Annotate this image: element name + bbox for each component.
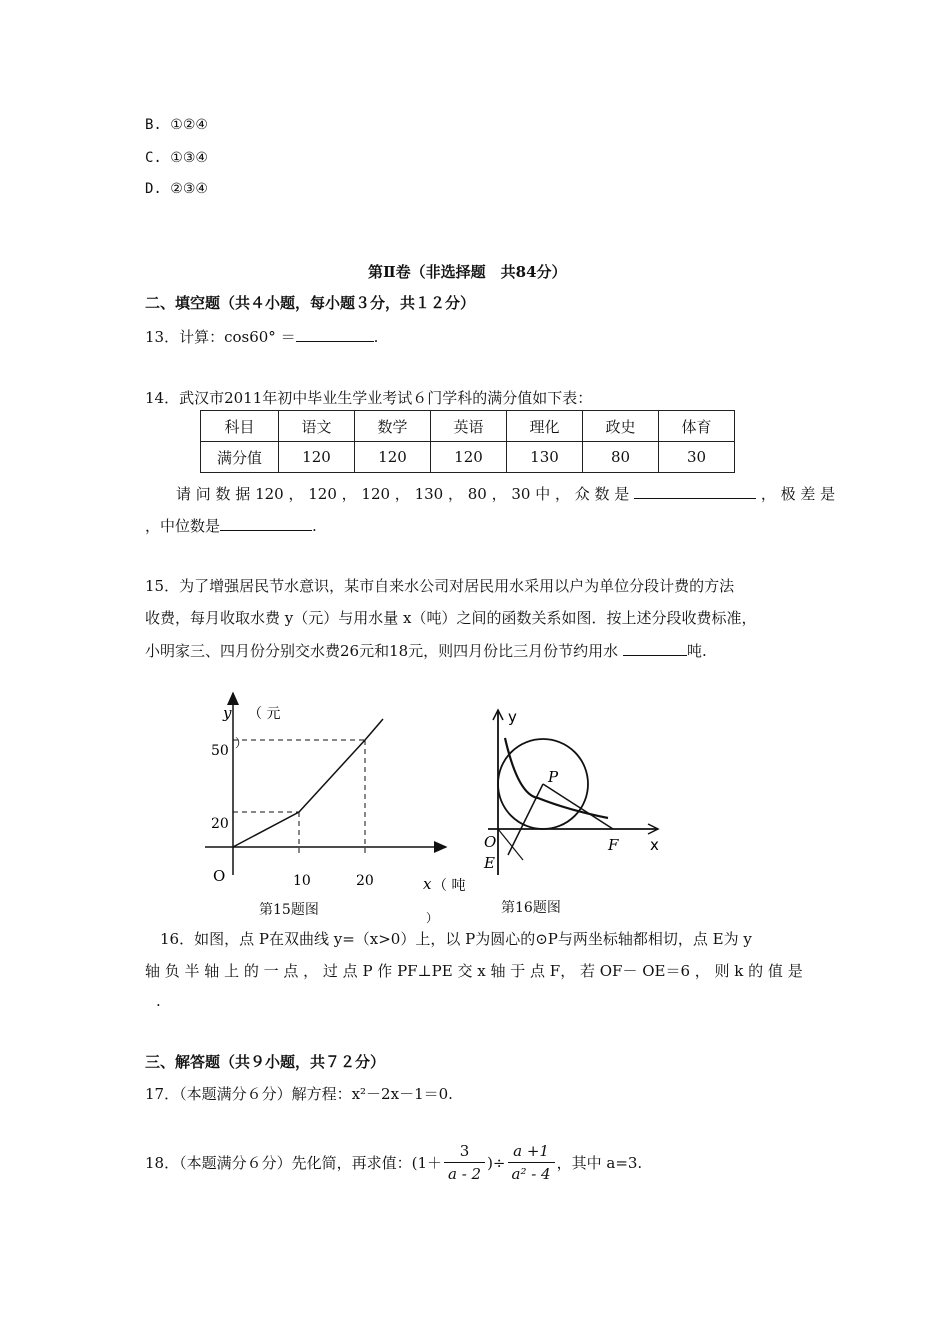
question-16-line1: 16．如图，点 P在双曲线 y=（x>0）上，以 P为圆心的⊙P与两坐标轴都相切，点 E为 y bbox=[160, 930, 752, 948]
origin-label: O bbox=[213, 867, 226, 885]
section2-title: 第Ⅱ卷（非选择题 共84分） bbox=[368, 263, 567, 281]
y-label: y bbox=[508, 708, 517, 726]
question-14-line2: ，中位数是 . bbox=[145, 517, 317, 535]
question-14-line1: 请 问 数 据 120 ， 120 ， 120 ， 130 ， 80 ， 30 中 ， 众 数 是 ， 极 差 是 bbox=[176, 485, 836, 503]
question-18: 18．（本题满分６分）先化简，再求值：(1＋ $\frac{3}{a - 2}$ )÷ $\frac{a +1}{\text{a² - 4}}$ ，其中 a=3. bbox=[145, 1142, 643, 1183]
y-label: y bbox=[223, 704, 232, 722]
y-tick-20: 20 bbox=[211, 816, 229, 832]
point-p-label: P bbox=[548, 768, 559, 786]
question-13: 13．计算：cos60° ＝ . bbox=[145, 328, 379, 346]
y-unit: （ 元 bbox=[248, 706, 281, 722]
question-14-intro: 14．武汉市2011年初中毕业生学业考试６门学科的满分值如下表： bbox=[145, 389, 593, 407]
answer-blank[interactable] bbox=[623, 641, 687, 656]
question-15-line1: 15．为了增强居民节水意识，某市自来水公司对居民用水采用以户为单位分段计费的方法 bbox=[145, 577, 735, 595]
option-b: B. ①②④ bbox=[145, 117, 208, 133]
figure-15 bbox=[190, 685, 480, 930]
line-pe bbox=[508, 784, 543, 855]
line-pf bbox=[543, 784, 613, 829]
x-tick-10: 10 bbox=[293, 873, 311, 889]
question-15-line3: 小明家三、四月份分别交水费26元和18元，则四月份比三月份节约用水 吨. bbox=[145, 642, 707, 660]
x-label: x bbox=[650, 836, 659, 854]
section2-heading: 二、填空题（共４小题，每小题３分，共１２分） bbox=[145, 294, 476, 312]
score-table bbox=[200, 410, 735, 473]
figure-15-caption: 第15题图 bbox=[259, 902, 319, 918]
x-label: x bbox=[423, 875, 432, 893]
fee-line bbox=[233, 719, 383, 847]
y-unit-close: ） bbox=[235, 736, 248, 750]
point-e-label: E bbox=[484, 854, 495, 872]
question-17: 17．（本题满分６分）解方程：x²－2x－1＝0. bbox=[145, 1085, 453, 1103]
answer-blank[interactable] bbox=[634, 484, 756, 499]
answer-blank[interactable] bbox=[296, 327, 374, 342]
x-unit: （ 吨 bbox=[433, 878, 466, 894]
x-unit-close: ） bbox=[426, 911, 439, 925]
option-c: C. ①③④ bbox=[145, 150, 208, 166]
figure-16-caption: 第16题图 bbox=[501, 900, 561, 916]
figure-16 bbox=[478, 700, 678, 880]
answer-blank[interactable] bbox=[220, 516, 312, 531]
fraction-2: $\frac{a +1}{\text{a² - 4}}$ bbox=[508, 1142, 555, 1183]
question-15-line2: 收费，每月收取水费 y（元）与用水量 x（吨）之间的函数关系如图．按上述分段收费标准， bbox=[145, 609, 757, 627]
point-f-label: F bbox=[608, 836, 619, 854]
section3-heading: 三、解答题（共９小题，共７２分） bbox=[145, 1053, 386, 1071]
x-tick-20: 20 bbox=[356, 873, 374, 889]
y-tick-50: 50 bbox=[211, 743, 229, 759]
table-row: 满分值 120 120 120 130 80 30 bbox=[201, 442, 735, 473]
option-d: D. ②③④ bbox=[145, 181, 208, 197]
fraction-1: $\frac{3}{a - 2}$ bbox=[444, 1142, 485, 1183]
origin-label: O bbox=[484, 833, 497, 851]
question-16-line3: . bbox=[156, 992, 161, 1010]
question-16-line2: 轴 负 半 轴 上 的 一 点 ， 过 点 P 作 PF⊥PE 交 x 轴 于 点 F， 若 OF－ OE＝6 ， 则 k 的 值 是 bbox=[145, 962, 803, 980]
table-header-row: 科目 语文 数学 英语 理化 政史 体育 bbox=[201, 411, 735, 442]
